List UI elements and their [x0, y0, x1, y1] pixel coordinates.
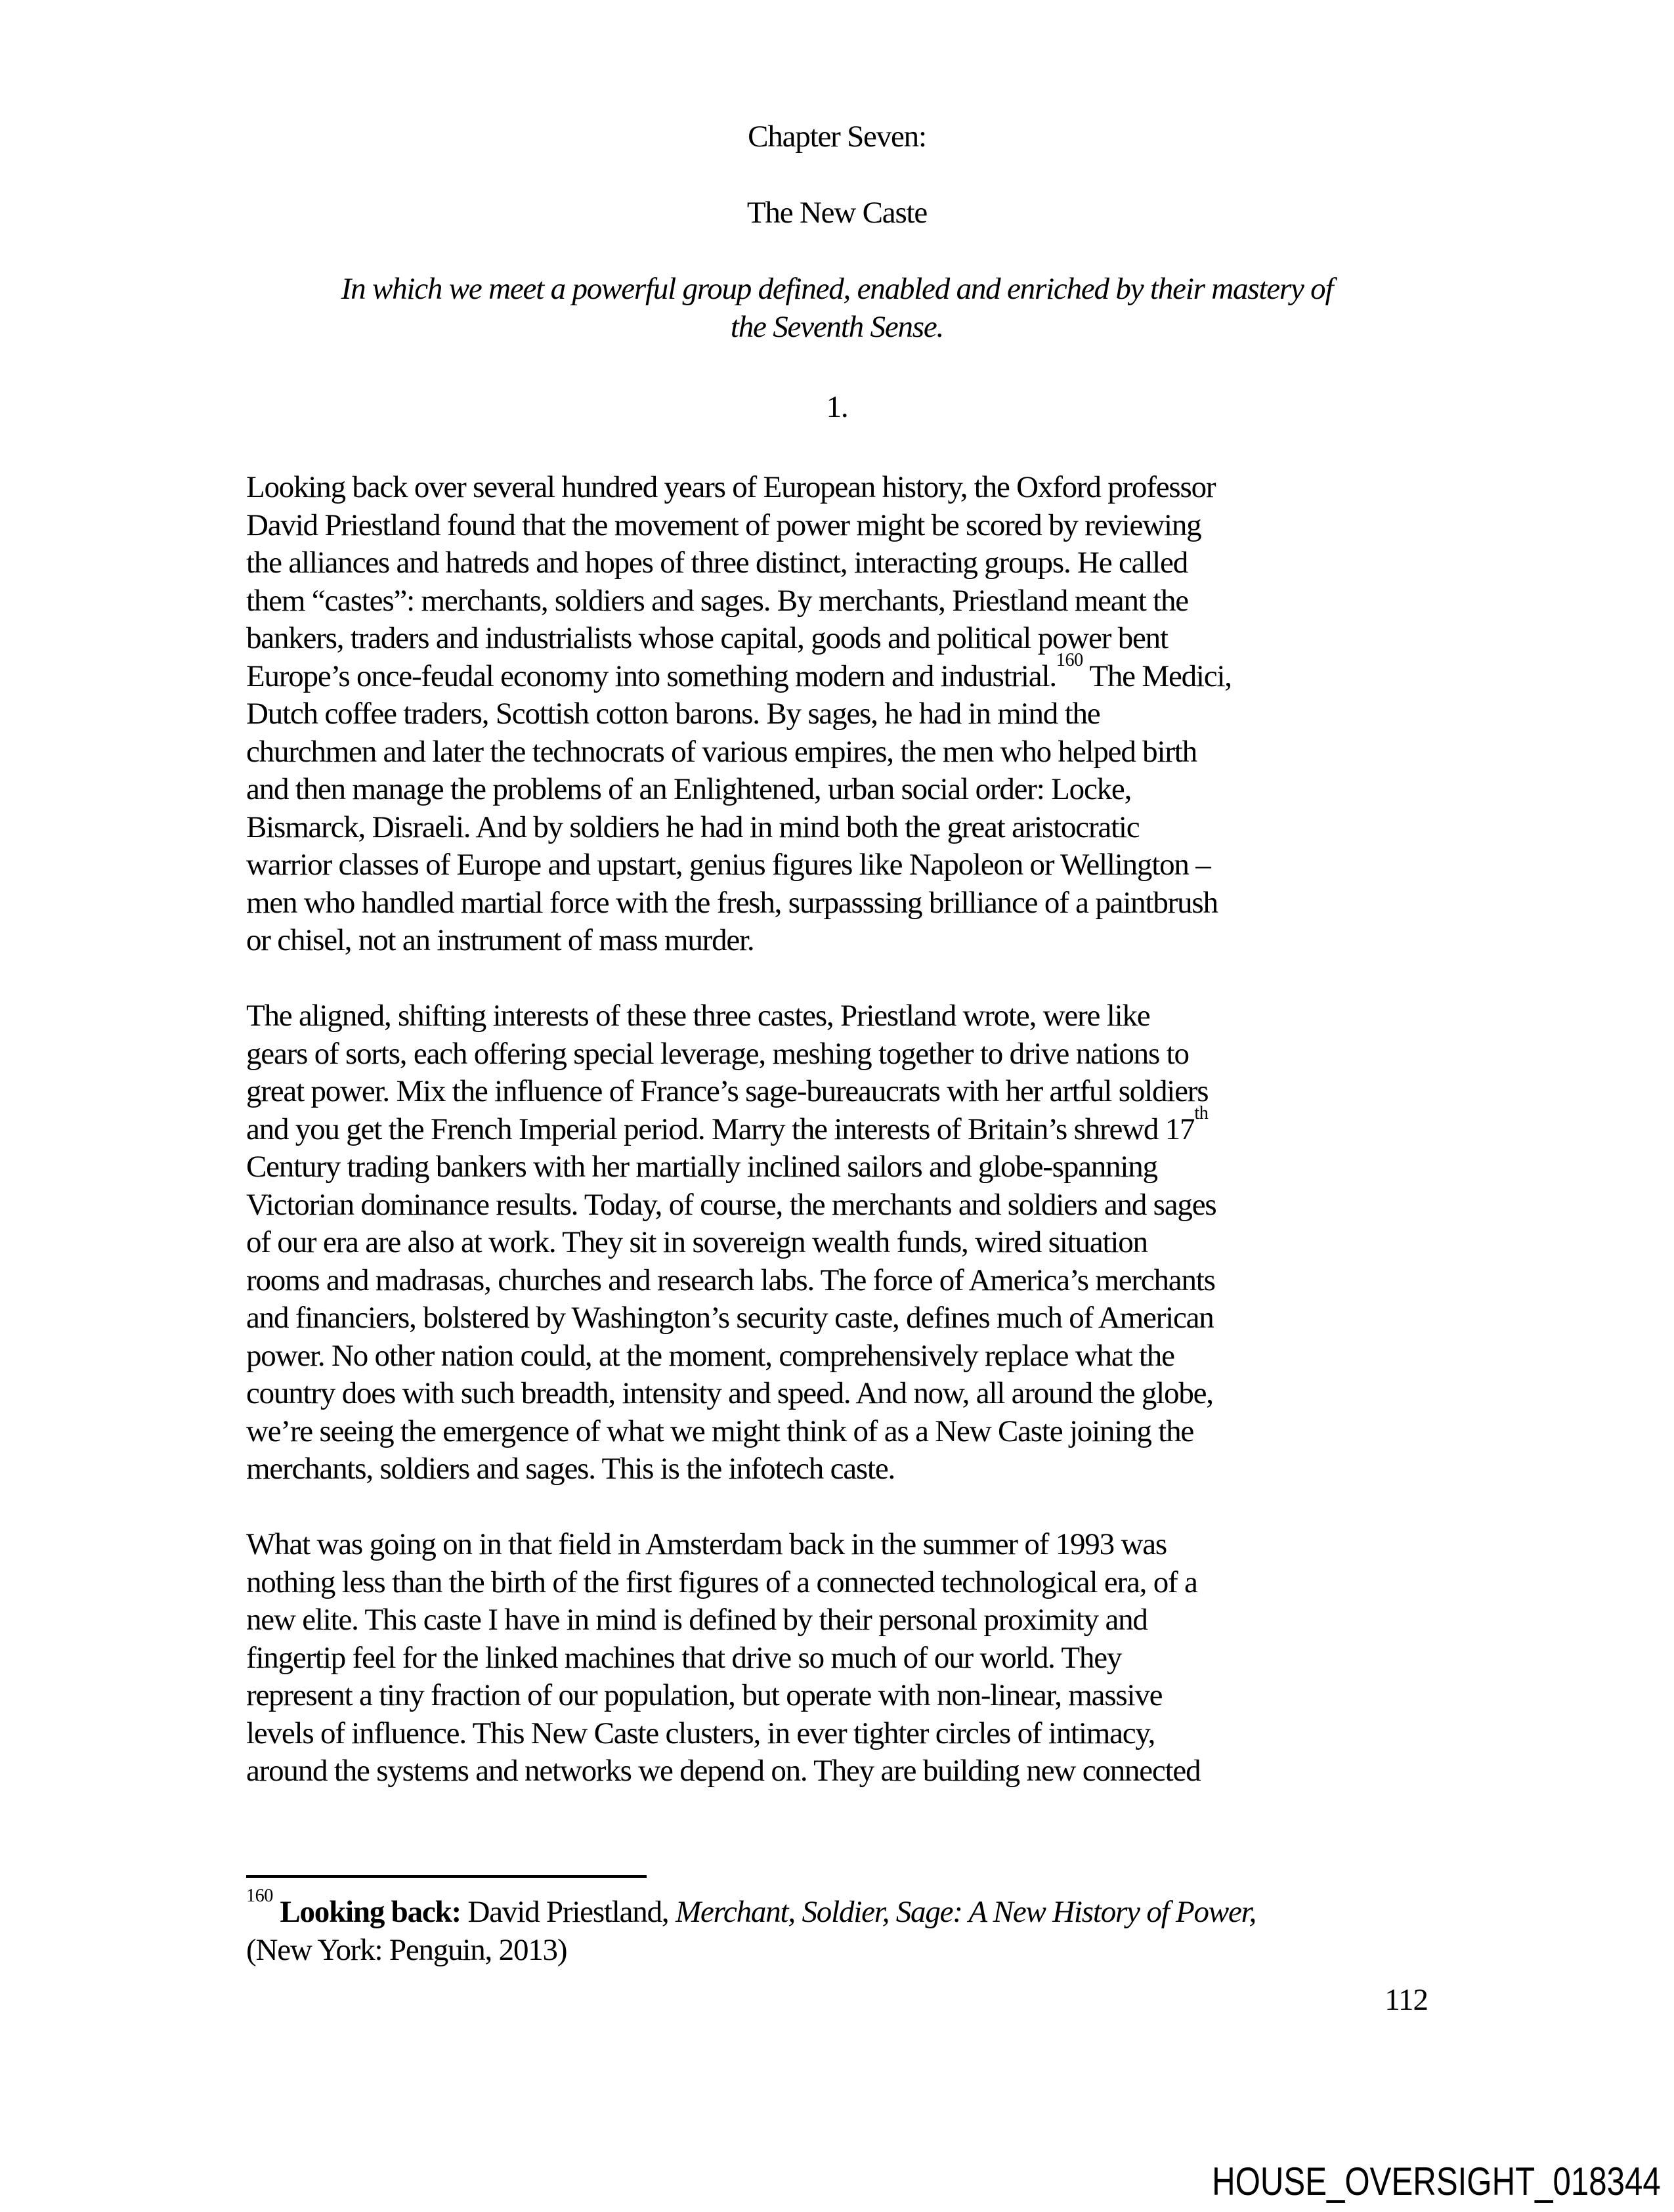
paragraph-1: [246, 469, 1635, 960]
footnote-label: Looking back:: [272, 1895, 461, 1929]
footnote-author: David Priestland,: [460, 1895, 676, 1929]
paragraph-3: [246, 1526, 1635, 1790]
footnote-reference-160: 160: [1056, 649, 1083, 670]
section-number: 1.: [826, 390, 848, 424]
footnote-separator-rule: [246, 1875, 647, 1878]
footnote: [246, 1886, 1635, 1969]
paragraph-3-text: What was going on in that field in Amsterdam back in the summer of 1993 was nothing less than the birth of the first figures of a connected technological era, of a new elite. This caste I have in mind is defined by their personal proximity and fingertip feel for the linked machines that drive so much of our world. They represent a tiny fraction of our population, but operate with non-linear, massive levels of influence. This New Caste clusters, in ever tighter circles of intimacy, around the systems and networks we depend on. They are building new connected: [246, 1527, 1201, 1788]
paragraph-2: [246, 997, 1635, 1488]
paragraph-2-text: The aligned, shifting interests of these three castes, Priestland wrote, were like gears of sorts, each offering special leverage, meshing together to drive nations to great power. Mix the influence of France’s sage-bureaucrats with her artful soldiers and you get the French Imperial period. Marry the interests of Britain’s shrewd 17: [246, 999, 1209, 1146]
paragraph-1-text: Looking back over several hundred years of European history, the Oxford professor David Priestland found that the movement of power might be scored by reviewing the alliances and hatreds and hopes of three distinct, interacting groups. He called them “castes”: merchants, soldiers and sages. By merchants, Priestland meant the bankers, traders and industrialists whose capital, goods and political power bent Europe’s once-feudal economy into something modern and industrial.: [246, 470, 1216, 693]
epigraph: In which we meet a powerful group defined, enabled and enriched by their mastery of the Seventh Sense.: [341, 272, 1333, 344]
chapter-label: Chapter Seven:: [748, 119, 926, 154]
ordinal-superscript-th: th: [1194, 1102, 1209, 1123]
paragraph-1-text-continued: The Medici, Dutch coffee traders, Scottish cotton barons. By sages, he had in mind the churchmen and later the technocrats of various empires, the men who helped birth and then manage the problems of an Enlightened, urban social order: Locke, Bismarck, Disraeli. And by soldiers he had in mind both the great aristocratic warrior classes of Europe and upstart, genius figures like Napoleon or Wellington – men who handled martial force with the fresh, surpasssing brilliance of a paintbrush or chisel, not an instrument of mass murder.: [246, 659, 1232, 957]
paragraph-2-text-continued: Century trading bankers with her martially inclined sailors and globe-spanning Victorian dominance results. Today, of course, the merchants and soldiers and sages of our era are also at work. They sit in sovereign wealth funds, wired situation rooms and madrasas, churches and research labs. The force of America’s merchants and financiers, bolstered by Washington’s security caste, defines much of American power. No other nation could, at the moment, comprehensively replace what the country does with such breadth, intensity and speed. And now, all around the globe, we’re seeing the emergence of what we might think of as a New Caste joining the merchants, soldiers and sages. This is the infotech caste.: [246, 1150, 1216, 1486]
page-number: 112: [1384, 1983, 1428, 2017]
footnote-publisher: (New York: Penguin, 2013): [246, 1932, 567, 1967]
footnote-book-title: Merchant, Soldier, Sage: A New History of Power,: [676, 1895, 1256, 1929]
footnote-marker-160: 160: [246, 1886, 273, 1907]
bates-stamp: HOUSE_OVERSIGHT_018344: [1212, 2159, 1661, 2203]
chapter-title: The New Caste: [746, 196, 928, 230]
